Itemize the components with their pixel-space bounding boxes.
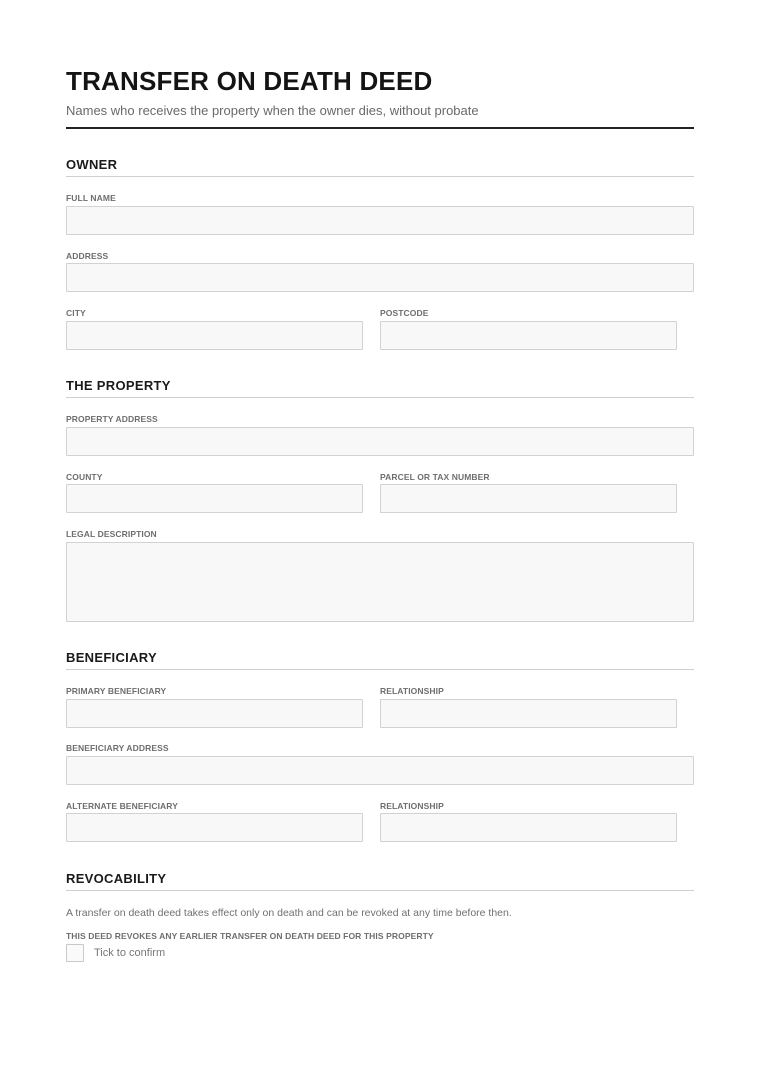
beneficiary-address-input[interactable] xyxy=(66,756,694,785)
section-heading-revocability: REVOCABILITY xyxy=(66,871,167,886)
city-label: CITY xyxy=(66,308,86,318)
alternate-beneficiary-input[interactable] xyxy=(66,813,363,842)
full-name-input[interactable] xyxy=(66,206,694,235)
page-title: TRANSFER ON DEATH DEED xyxy=(66,66,433,96)
parcel-number-input[interactable] xyxy=(380,484,677,513)
primary-relationship-label: RELATIONSHIP xyxy=(380,686,444,696)
revoke-earlier-deed-label: THIS DEED REVOKES ANY EARLIER TRANSFER ON DEATH DEED FOR THIS PROPERTY xyxy=(66,931,434,941)
full-name-label: FULL NAME xyxy=(66,193,116,203)
confirm-checkbox-label[interactable]: Tick to confirm xyxy=(94,947,166,959)
property-address-input[interactable] xyxy=(66,427,694,456)
section-heading-property: THE PROPERTY xyxy=(66,378,171,393)
property-address-label: PROPERTY ADDRESS xyxy=(66,414,158,424)
revocability-note: A transfer on death deed takes effect only on death and can be revoked at any time before then. xyxy=(66,907,512,919)
primary-relationship-input[interactable] xyxy=(380,699,677,728)
page-subtitle: Names who receives the property when the owner dies, without probate xyxy=(66,103,479,118)
legal-description-label: LEGAL DESCRIPTION xyxy=(66,529,157,539)
postcode-label: POSTCODE xyxy=(380,308,429,318)
legal-description-input[interactable] xyxy=(66,542,694,622)
section-divider-owner xyxy=(66,176,694,177)
section-divider-property xyxy=(66,397,694,398)
postcode-input[interactable] xyxy=(380,321,677,350)
section-heading-owner: OWNER xyxy=(66,157,118,172)
alternate-beneficiary-label: ALTERNATE BENEFICIARY xyxy=(66,801,178,811)
primary-beneficiary-label: PRIMARY BENEFICIARY xyxy=(66,686,167,696)
parcel-number-label: PARCEL OR TAX NUMBER xyxy=(380,472,490,482)
confirm-checkbox[interactable] xyxy=(66,944,84,962)
address-input[interactable] xyxy=(66,263,694,292)
city-input[interactable] xyxy=(66,321,363,350)
section-divider-revocability xyxy=(66,890,694,891)
county-label: COUNTY xyxy=(66,472,103,482)
title-divider xyxy=(66,127,694,129)
address-label: ADDRESS xyxy=(66,251,109,261)
alternate-relationship-input[interactable] xyxy=(380,813,677,842)
county-input[interactable] xyxy=(66,484,363,513)
beneficiary-address-label: BENEFICIARY ADDRESS xyxy=(66,743,169,753)
primary-beneficiary-input[interactable] xyxy=(66,699,363,728)
section-divider-beneficiary xyxy=(66,669,694,670)
alternate-relationship-label: RELATIONSHIP xyxy=(380,801,444,811)
section-heading-beneficiary: BENEFICIARY xyxy=(66,650,157,665)
